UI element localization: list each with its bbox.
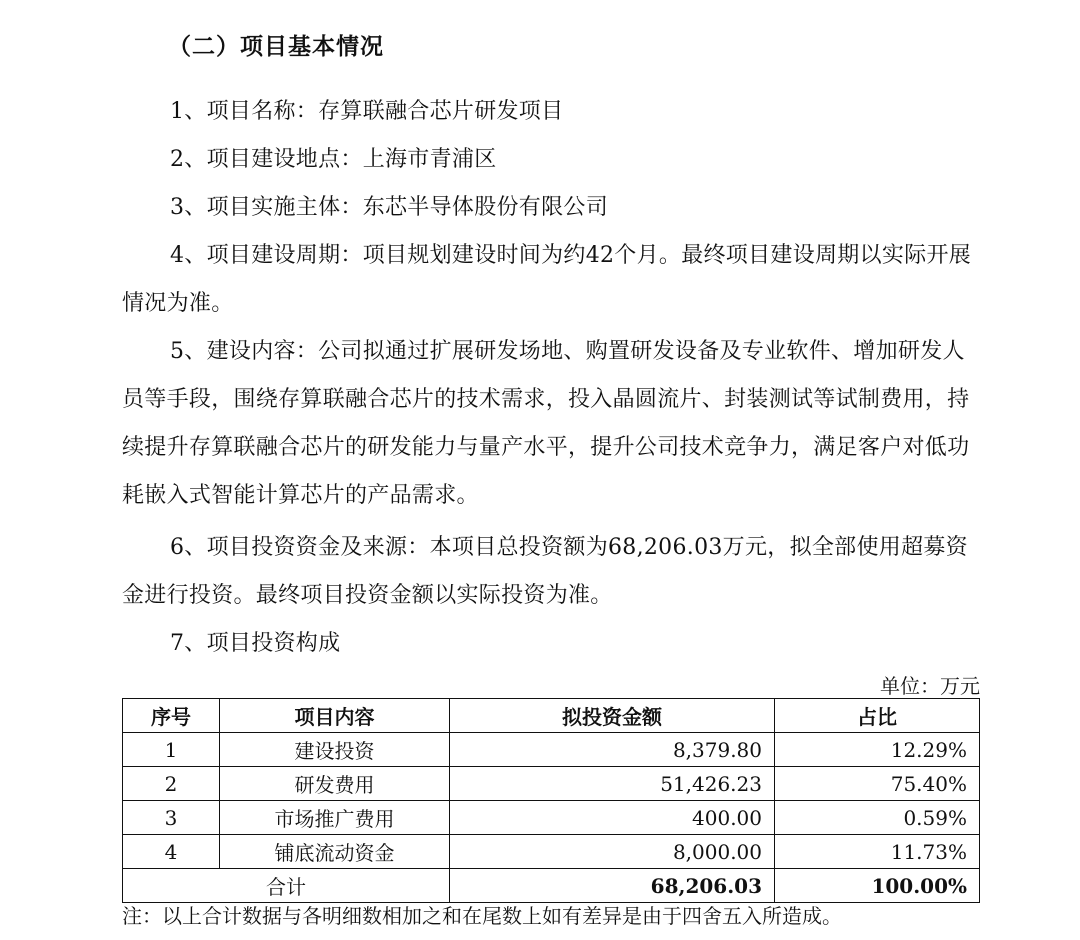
header-seq: 序号 xyxy=(123,699,220,733)
cell-seq: 4 xyxy=(123,835,220,869)
table-total-row xyxy=(123,869,980,903)
cell-pct: 12.29% xyxy=(775,733,980,767)
section-heading: （二）项目基本情况 xyxy=(168,33,384,60)
header-content: 项目内容 xyxy=(220,699,450,733)
header-amount: 拟投资金额 xyxy=(450,699,775,733)
cell-pct: 11.73% xyxy=(775,835,980,869)
cell-pct: 75.40% xyxy=(775,767,980,801)
unit-label: 单位：万元 xyxy=(880,674,980,698)
total-label: 合计 xyxy=(123,869,450,903)
investment-table xyxy=(122,698,980,903)
cell-content: 研发费用 xyxy=(220,767,450,801)
item-project-location: 2、项目建设地点：上海市青浦区 xyxy=(170,147,497,172)
table-header-row xyxy=(123,699,980,733)
item-project-period: 4、项目建设周期：项目规划建设时间为约42个月。最终项目建设周期以实际开展情况为准。 xyxy=(122,243,972,316)
cell-pct: 0.59% xyxy=(775,801,980,835)
cell-seq: 1 xyxy=(123,733,220,767)
cell-amount: 8,379.80 xyxy=(450,733,775,767)
item-construction-content: 5、建设内容：公司拟通过扩展研发场地、购置研发设备及专业软件、增加研发人员等手段，围绕存算联融合芯片的技术需求，投入晶圆流片、封装测试等试制费用，持续提升存算联融合芯片的研发能力与量产水平，提升公司技术竞争力，满足客户对低功耗嵌入式智能计算芯片的产品需求。 xyxy=(122,339,970,508)
table-row xyxy=(123,733,980,767)
cell-amount: 8,000.00 xyxy=(450,835,775,869)
item-project-name: 1、项目名称：存算联融合芯片研发项目 xyxy=(170,99,564,124)
total-pct: 100.00% xyxy=(775,869,980,903)
item-investment-composition: 7、项目投资构成 xyxy=(170,631,341,656)
table-note: 注：以上合计数据与各明细数相加之和在尾数上如有差异是由于四舍五入所造成。 xyxy=(122,904,842,928)
total-amount: 68,206.03 xyxy=(450,869,775,903)
cell-content: 铺底流动资金 xyxy=(220,835,450,869)
item-investment-source: 6、项目投资资金及来源：本项目总投资额为68,206.03万元，拟全部使用超募资金进行投资。最终项目投资金额以实际投资为准。 xyxy=(122,535,968,608)
cell-content: 建设投资 xyxy=(220,733,450,767)
table-row xyxy=(123,767,980,801)
cell-seq: 2 xyxy=(123,767,220,801)
table-row xyxy=(123,801,980,835)
cell-amount: 51,426.23 xyxy=(450,767,775,801)
cell-seq: 3 xyxy=(123,801,220,835)
table-row xyxy=(123,835,980,869)
item-project-entity: 3、项目实施主体：东芯半导体股份有限公司 xyxy=(170,195,608,220)
header-pct: 占比 xyxy=(775,699,980,733)
cell-amount: 400.00 xyxy=(450,801,775,835)
cell-content: 市场推广费用 xyxy=(220,801,450,835)
